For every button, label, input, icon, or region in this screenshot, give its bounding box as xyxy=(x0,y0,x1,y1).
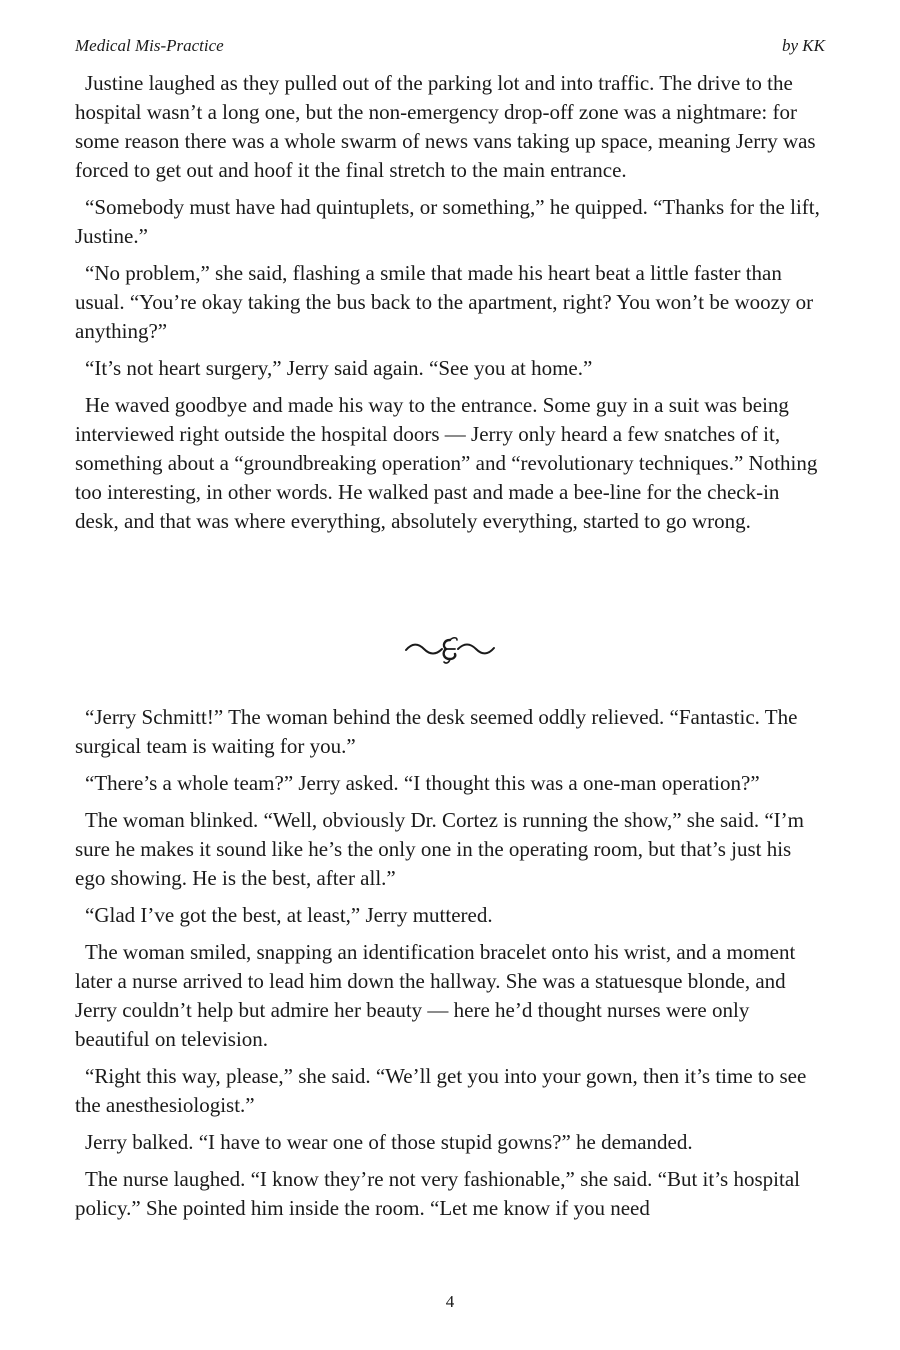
section-one xyxy=(75,69,825,544)
paragraph: “Right this way, please,” she said. “We’ll get you into your gown, then it’s time to see the anesthesiologist.” xyxy=(75,1064,807,1117)
paragraph: The woman blinked. “Well, obviously Dr. Cortez is running the show,” she said. “I’m sure he makes it sound like he’s the only one in the operating room, but that’s just his ego showing. He is the best, after all.” xyxy=(75,808,804,890)
paragraph: “It’s not heart surgery,” Jerry said again. “See you at home.” xyxy=(85,356,593,380)
paragraph: “Somebody must have had quintuplets, or something,” he quipped. “Thanks for the lift, Justine.” xyxy=(75,195,820,248)
paragraph: The nurse laughed. “I know they’re not very fashionable,” she said. “But it’s hospital policy.” She pointed him inside the room. “Let me know if you need xyxy=(75,1167,800,1220)
paragraph: He waved goodbye and made his way to the entrance. Some guy in a suit was being interviewed right outside the hospital doors — Jerry only heard a few snatches of it, something about a “groundbreaking operation” and “revolutionary techniques.” Nothing too interesting, in other words. He walked past and made a bee-line for the check-in desk, and that was where everything, absolutely everything, started to go wrong. xyxy=(75,393,818,533)
paragraph: “No problem,” she said, flashing a smile that made his heart beat a little faster than usual. “You’re okay taking the bus back to the apartment, right? You won’t be woozy or anything?” xyxy=(75,261,814,343)
paragraph: Jerry balked. “I have to wear one of those stupid gowns?” he demanded. xyxy=(85,1130,693,1154)
author-credit: by KK xyxy=(782,36,825,55)
paragraph: “There’s a whole team?” Jerry asked. “I thought this was a one-man operation?” xyxy=(85,771,760,795)
section-two xyxy=(75,703,825,1231)
fleuron-ornament-icon xyxy=(400,632,500,666)
running-header xyxy=(75,36,825,56)
paragraph: Justine laughed as they pulled out of the parking lot and into traffic. The drive to the hospital wasn’t a long one, but the non-emergency drop-off zone was a nightmare: for some reason there was a whole swarm of news vans taking up space, meaning Jerry was forced to get out and hoof it the final stretch to the main entrance. xyxy=(75,71,816,182)
book-title: Medical Mis-Practice xyxy=(75,36,224,55)
page-number: 4 xyxy=(445,1292,455,1311)
paragraph: The woman smiled, snapping an identification bracelet onto his wrist, and a moment later a nurse arrived to lead him down the hallway. She was a statuesque blonde, and Jerry couldn’t help but admire her beauty — here he’d thought nurses were only beautiful on television. xyxy=(75,940,796,1051)
paragraph: “Jerry Schmitt!” The woman behind the desk seemed oddly relieved. “Fantastic. The surgical team is waiting for you.” xyxy=(75,705,798,758)
paragraph: “Glad I’ve got the best, at least,” Jerry muttered. xyxy=(85,903,493,927)
